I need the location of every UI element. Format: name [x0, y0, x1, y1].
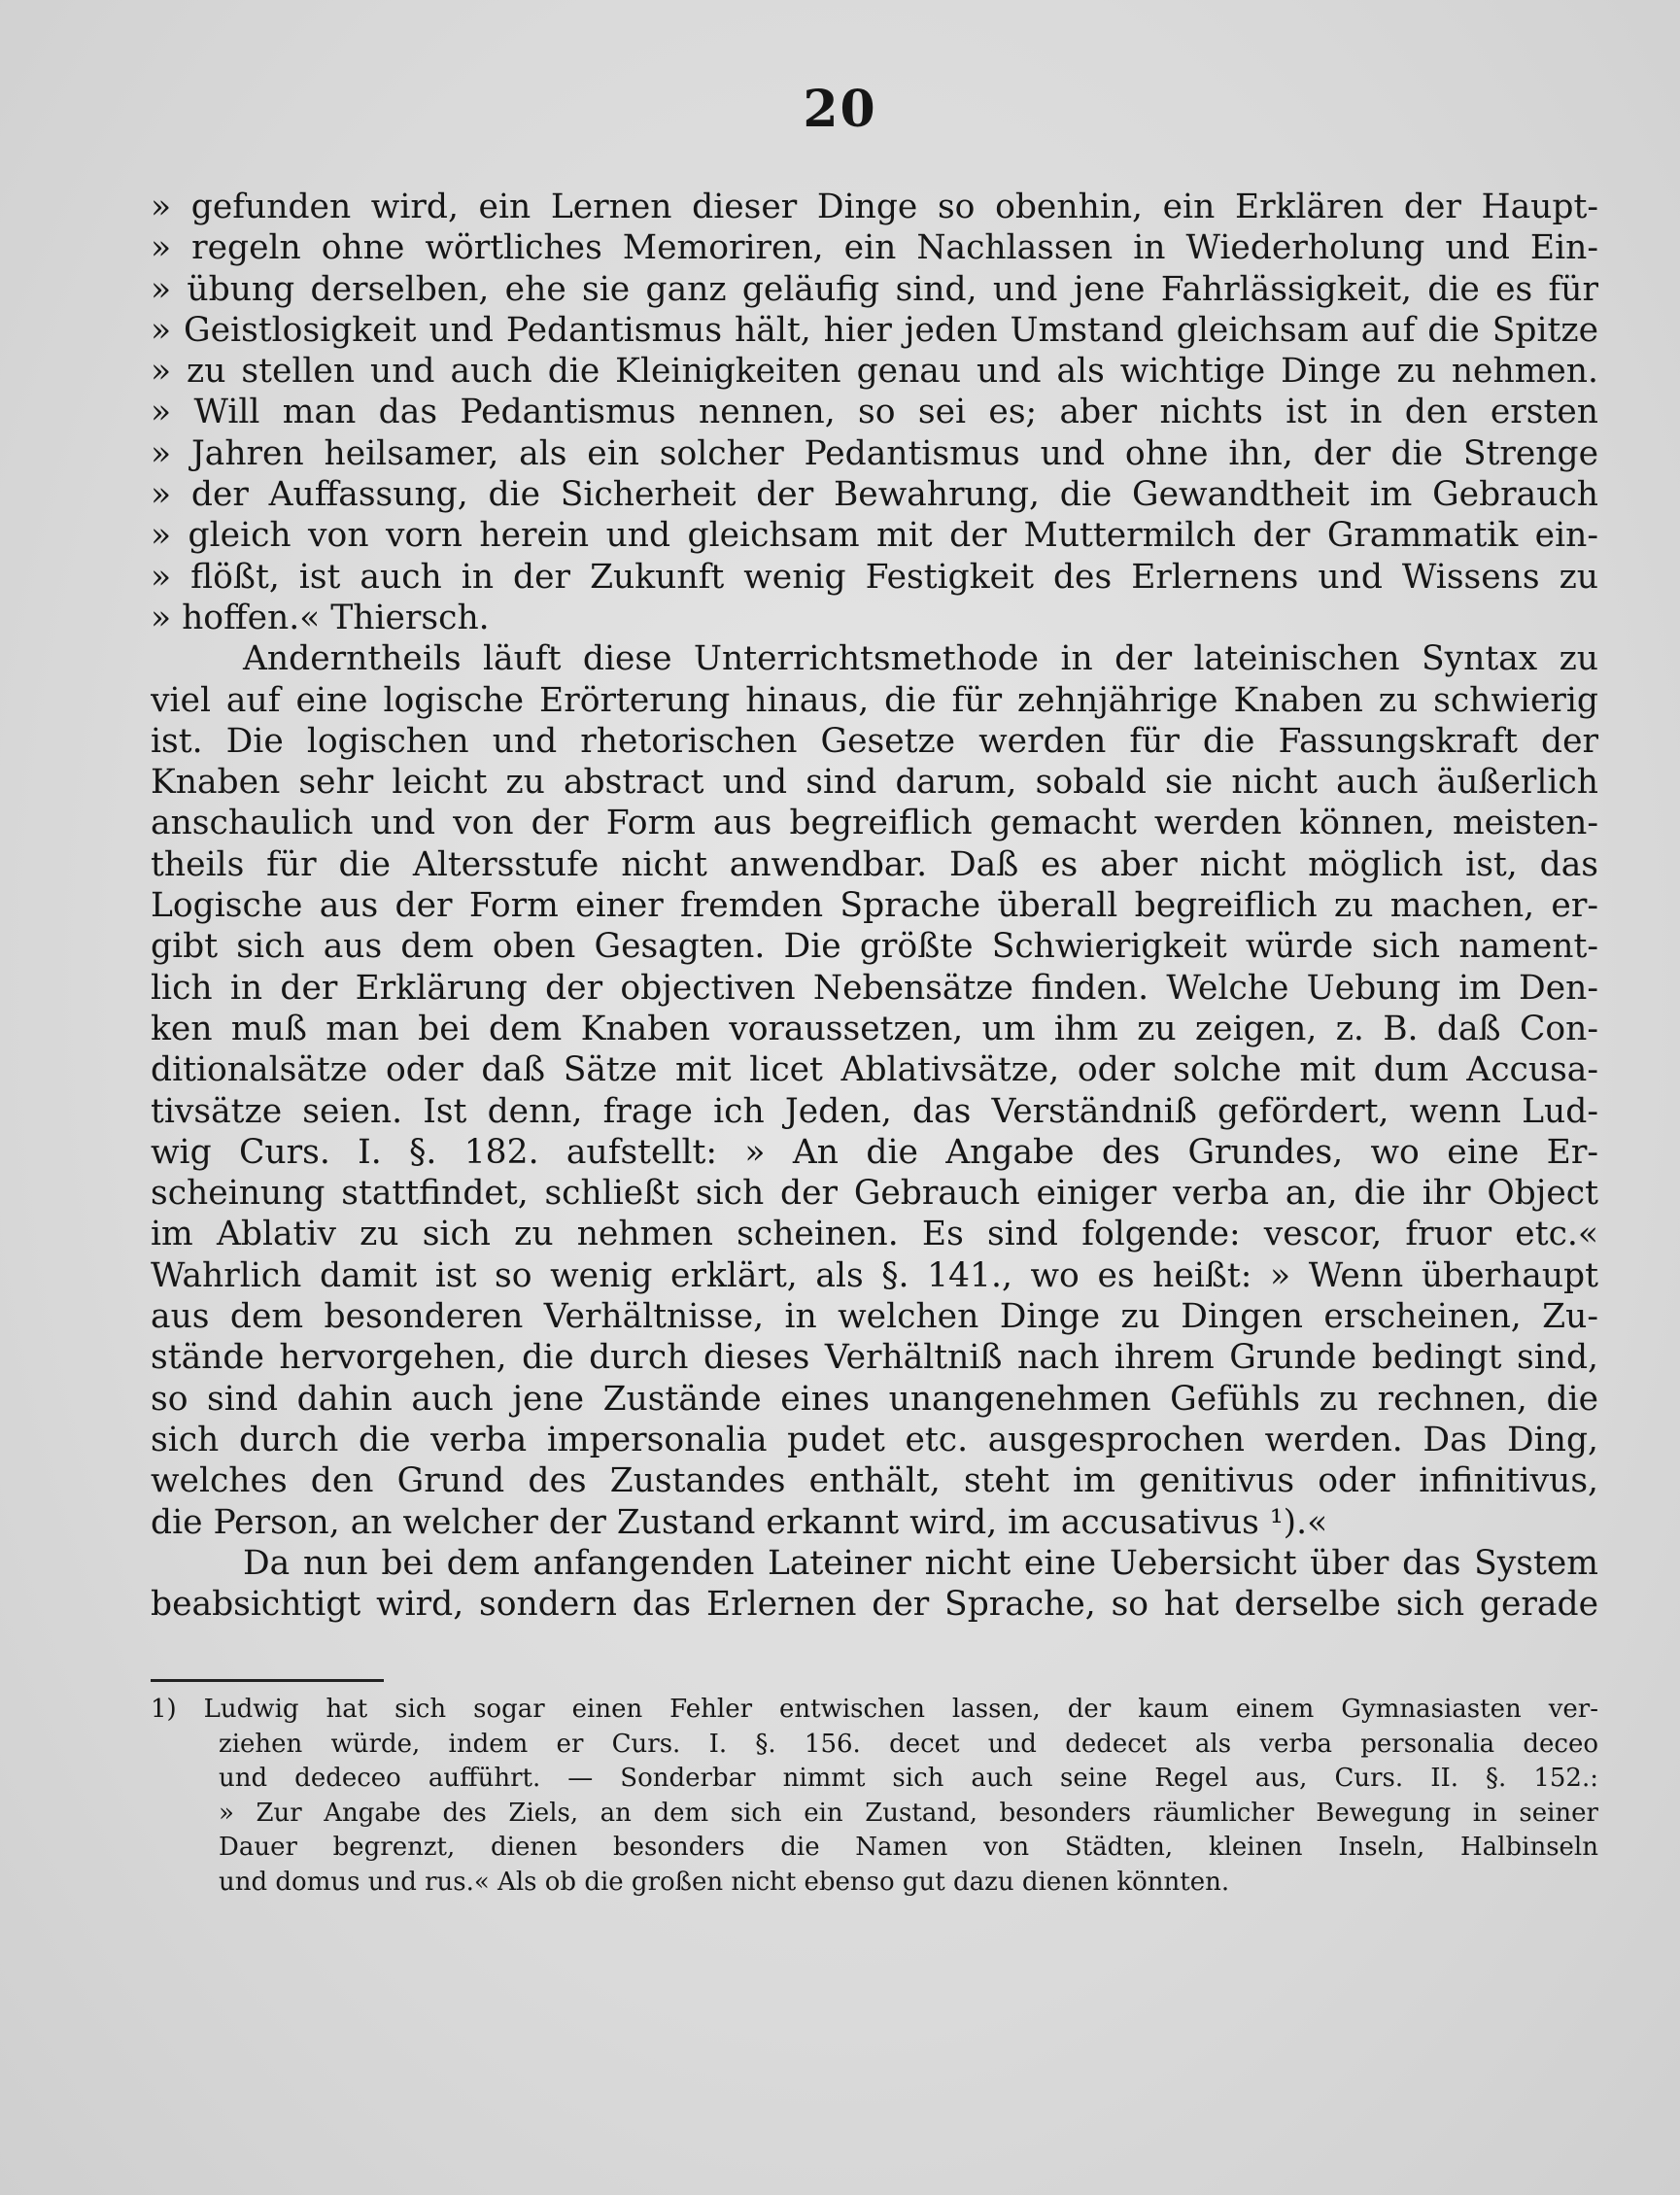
body-line: scheinung stattfindet, schließt sich der Gebrauch einiger verba an, die ihr Object	[151, 1174, 1598, 1214]
body-line: tivsätze seien. Ist denn, frage ich Jeden, das Verständniß gefördert, wenn Lud-	[151, 1091, 1598, 1131]
body-line: welches den Grund des Zustandes enthält, steht im genitivus oder infinitivus,	[151, 1461, 1598, 1501]
body-line: » gefunden wird, ein Lernen dieser Dinge so obenhin, ein Erklären der Haupt-	[151, 188, 1598, 226]
body-line: gibt sich aus dem oben Gesagten. Die größte Schwierigkeit würde sich nament-	[151, 927, 1598, 967]
footnotes	[151, 1693, 1598, 1900]
body-line: Logische aus der Form einer fremden Sprache überall begreiflich zu machen, er-	[151, 886, 1598, 926]
footnote-line: » Zur Angabe des Ziels, an dem sich ein Zustand, besonders räumlicher Bewegung in seiner	[219, 1798, 1598, 1828]
body-line: die Person, an welcher der Zustand erkannt wird, im accusativus ¹).«	[151, 1502, 1328, 1542]
body-text	[151, 187, 1598, 1625]
body-line: beabsichtigt wird, sondern das Erlernen der Sprache, so hat derselbe sich gerade	[151, 1585, 1598, 1625]
body-line: stände hervorgehen, die durch dieses Verhältniß nach ihrem Grunde bedingt sind,	[151, 1338, 1598, 1378]
body-line: » Geistlosigkeit und Pedantismus hält, hier jeden Umstand gleichsam auf die Spitze	[151, 310, 1598, 350]
body-line: » hoffen.« Thiersch.	[151, 598, 490, 637]
body-line: viel auf eine logische Erörterung hinaus, die für zehnjährige Knaben zu schwierig	[151, 680, 1598, 720]
page-number: 20	[803, 80, 877, 139]
body-line: aus dem besonderen Verhältnisse, in welchen Dinge zu Dingen erscheinen, Zu-	[151, 1297, 1598, 1337]
body-line: » zu stellen und auch die Kleinigkeiten genau und als wichtige Dinge zu nehmen.	[151, 352, 1598, 392]
footnote-line: 1) Ludwig hat sich sogar einen Fehler entwischen lassen, der kaum einem Gymnasiasten ver-	[151, 1695, 1598, 1724]
body-line: im Ablativ zu sich zu nehmen scheinen. Es sind folgende: vescor, fruor etc.«	[151, 1215, 1598, 1254]
paragraph-start: Da nun bei dem anfangenden Lateiner nicht eine Uebersicht über das System	[243, 1543, 1598, 1583]
body-line: » regeln ohne wörtliches Memoriren, ein Nachlassen in Wiederholung und Ein-	[151, 228, 1598, 268]
body-line: theils für die Altersstufe nicht anwendbar. Daß es aber nicht möglich ist, das	[151, 844, 1598, 884]
body-line: anschaulich und von der Form aus begreiflich gemacht werden können, meisten-	[151, 804, 1598, 843]
paragraph-start: Anderntheils läuft diese Unterrichtsmethode in der lateinischen Syntax zu	[243, 639, 1598, 679]
body-line: sich durch die verba impersonalia pudet etc. ausgesprochen werden. Das Ding,	[151, 1420, 1598, 1459]
body-line: ditionalsätze oder daß Sätze mit licet Ablativsätze, oder solche mit dum Accusa-	[151, 1050, 1598, 1090]
footnote-line: ziehen würde, indem er Curs. I. §. 156. decet und dedecet als verba personalia deceo	[219, 1729, 1598, 1759]
body-line: » Jahren heilsamer, als ein solcher Pedantismus und ohne ihn, der die Strenge	[151, 433, 1598, 473]
body-line: » Will man das Pedantismus nennen, so sei es; aber nichts ist in den ersten	[151, 393, 1598, 432]
body-line: wig Curs. I. §. 182. aufstellt: » An die Angabe des Grundes, wo eine Er-	[151, 1132, 1598, 1172]
footnote-line: und dedeceo aufführt. — Sonderbar nimmt sich auch seine Regel aus, Curs. II. §. 152.:	[219, 1764, 1598, 1793]
body-line: lich in der Erklärung der objectiven Nebensätze finden. Welche Uebung im Den-	[151, 968, 1598, 1008]
body-line: so sind dahin auch jene Zustände eines unangenehmen Gefühls zu rechnen, die	[151, 1379, 1598, 1419]
body-line: Wahrlich damit ist so wenig erklärt, als §. 141., wo es heißt: » Wenn überhaupt	[151, 1255, 1598, 1295]
body-line: » übung derselben, ehe sie ganz geläufig sind, und jene Fahrlässigkeit, die es für	[151, 269, 1598, 309]
body-line: » der Auffassung, die Sicherheit der Bewahrung, die Gewandtheit im Gebrauch	[151, 475, 1598, 515]
footnote-rule	[151, 1679, 384, 1682]
footnote-line: Dauer begrenzt, dienen besonders die Namen von Städten, kleinen Inseln, Halbinseln	[219, 1833, 1598, 1862]
body-line: » gleich von vorn herein und gleichsam mit der Muttermilch der Grammatik ein-	[151, 516, 1598, 556]
footnote-line: und domus und rus.« Als ob die großen nicht ebenso gut dazu dienen könnten.	[219, 1867, 1230, 1897]
body-line: ken muß man bei dem Knaben voraussetzen, um ihm zu zeigen, z. B. daß Con-	[151, 1009, 1598, 1048]
body-line: ist. Die logischen und rhetorischen Gesetze werden für die Fassungskraft der	[151, 721, 1598, 761]
body-line: Knaben sehr leicht zu abstract und sind darum, sobald sie nicht auch äußerlich	[151, 763, 1598, 803]
body-line: » flößt, ist auch in der Zukunft wenig Festigkeit des Erlernens und Wissens zu	[151, 557, 1598, 597]
